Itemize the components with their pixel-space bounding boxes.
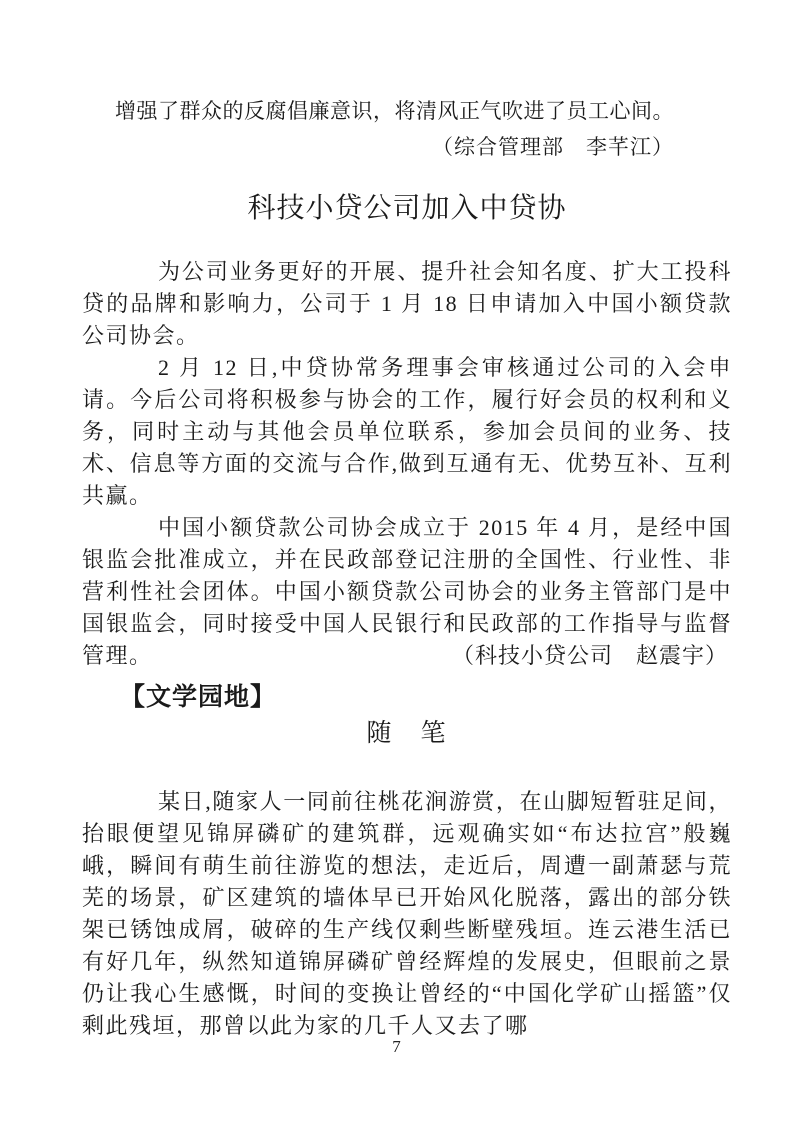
- essay-title: 随 笔: [366, 719, 448, 747]
- essay-paragraph: 某日,随家人一同前往桃花涧游赏，在山脚短暂驻足间，抬眼便望见锦屏磷矿的建筑群，远观确实如“布达拉宫”般巍峨，瞬间有萌生前往游览的想法，走近后，周遭一副萧瑟与荒芜的场景，矿区建筑的墙体早已开始风化脱落，露出的部分铁架已锈蚀成屑，破碎的生产线仅剩些断壁残垣。连云港生活已有好几年，纵然知道锦屏磷矿曾经辉煌的发展史，但眼前之景仍让我心生感慨，时间的变换让曾经的“中国化学矿山摇篮”仅剩此残垣，那曾以此为家的几千人又去了哪: [82, 789, 733, 1038]
- article-title: 科技小贷公司加入中贷协: [247, 192, 567, 223]
- previous-article-attribution: （综合管理部 李芊江）: [432, 135, 674, 159]
- page-content: [82, 96, 732, 1042]
- section-label-literature-garden: 【文学园地】: [120, 684, 277, 711]
- page-number: 7: [392, 1037, 401, 1056]
- article-paragraph-3-text: 中国小额贷款公司协会成立于 2015 年 4 月，是经中国银监会批准成立，并在民政部登记注册的全国性、行业性、非营利性社会团体。中国小额贷款公司协会的业务主管部门是中国银监会，同时接受中国人民银行和民政部的工作指导与监督管理。: [82, 515, 732, 668]
- article-attribution: （科技小贷公司 赵震宇）: [451, 643, 728, 668]
- previous-article-closing-line: 增强了群众的反腐倡廉意识，将清风正气吹进了员工心间。: [115, 99, 674, 123]
- article-paragraph-1: 为公司业务更好的开展、提升社会知名度、扩大工投科贷的品牌和影响力，公司于 1 月 18 日申请加入中国小额贷款公司协会。: [82, 259, 732, 348]
- article-paragraph-3: [82, 512, 732, 672]
- article-paragraph-2: 2 月 12 日,中贷协常务理事会审核通过公司的入会申请。今后公司将积极参与协会的工作，履行好会员的权利和义务，同时主动与其他会员单位联系，参加会员间的业务、技术、信息等方面的交流与合作,做到互通有无、优势互补、互利共赢。: [82, 355, 732, 508]
